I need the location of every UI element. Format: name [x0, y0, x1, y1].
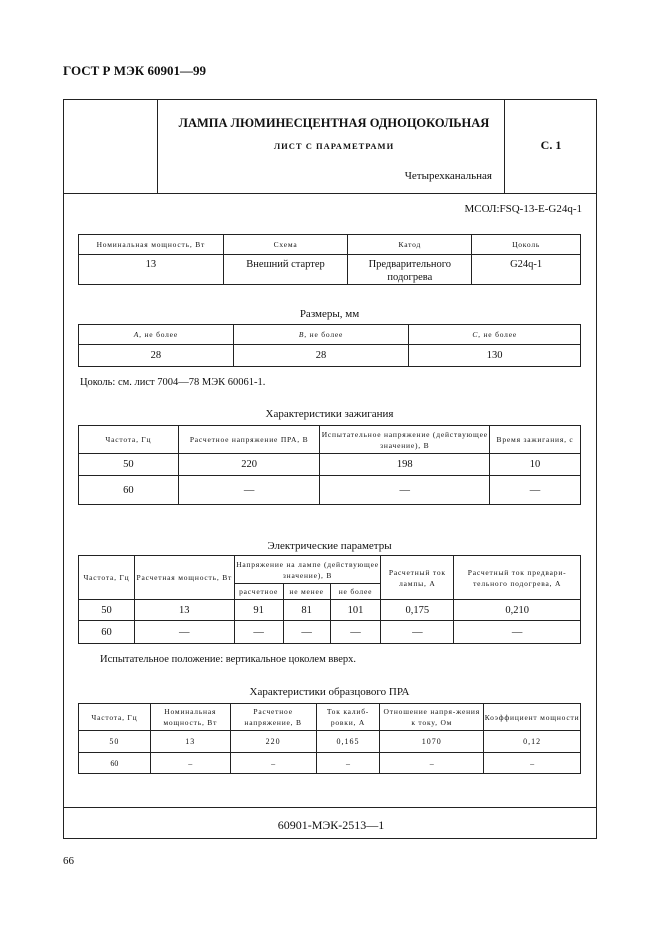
- cell: —: [454, 621, 581, 644]
- header-voltage-current-ratio: Отношение напря-жения к току, Ом: [380, 704, 484, 731]
- cell: 0,175: [381, 600, 454, 621]
- table-row: [79, 753, 581, 774]
- header-preheat-current: Расчетный ток предвари-тельного подогрева, А: [454, 556, 581, 600]
- cell: 1070: [380, 731, 484, 753]
- cell: 50: [79, 600, 135, 621]
- ignition-table: [78, 425, 581, 505]
- header-dim-a: A, не более: [79, 325, 234, 345]
- value-cap: G24q-1: [472, 255, 581, 285]
- cell: 0,12: [484, 731, 581, 753]
- sheet-subtitle: ЛИСТ С ПАРАМЕТРАМИ: [273, 141, 395, 151]
- cell: –: [380, 753, 484, 774]
- cell: –: [316, 753, 380, 774]
- header-dim-b: B, не более: [233, 325, 409, 345]
- header-voltage-min: не менее: [283, 584, 330, 600]
- header-calibration-current: Ток калиб-ровки, А: [316, 704, 380, 731]
- cell: 198: [320, 454, 490, 476]
- header-cathode: Катод: [348, 235, 472, 255]
- table-row: [79, 731, 581, 753]
- cell: —: [134, 621, 234, 644]
- cell: —: [234, 621, 283, 644]
- document-code: ГОСТ Р МЭК 60901—99: [63, 63, 206, 78]
- value-cathode: Предварительного подогрева: [348, 255, 472, 285]
- table-row: [79, 600, 581, 621]
- cell: 101: [330, 600, 381, 621]
- electrical-caption: Электрические параметры: [267, 540, 392, 552]
- header-dim-c: C, не более: [409, 325, 581, 345]
- cell: 60: [79, 621, 135, 644]
- cell: 0,210: [454, 600, 581, 621]
- header-nominal-power: Номинальная мощность, Вт: [79, 235, 224, 255]
- test-position-note: Испытательное положение: вертикальное цоколем вверх.: [100, 654, 356, 665]
- header-voltage-max: не более: [330, 584, 381, 600]
- lamp-title: ЛАМПА ЛЮМИНЕСЦЕНТНАЯ ОДНОЦОКОЛЬНАЯ: [178, 116, 490, 130]
- cell: 13: [134, 600, 234, 621]
- cell: 220: [178, 454, 320, 476]
- table-row: [79, 621, 581, 644]
- header-rated-voltage: Расчетное напряжение ПРА, В: [178, 426, 320, 454]
- cap-note: Цоколь: см. лист 7004—78 МЭК 60061-1.: [80, 377, 266, 388]
- value-dim-a: 28: [79, 345, 234, 367]
- dimensions-table: [78, 324, 581, 367]
- header-cap: Цоколь: [472, 235, 581, 255]
- dimensions-caption: Размеры, мм: [299, 308, 360, 320]
- cell: 220: [230, 731, 316, 753]
- header-rated-voltage: Расчетное напряжение, В: [230, 704, 316, 731]
- value-dim-b: 28: [233, 345, 409, 367]
- table-row: [79, 454, 581, 476]
- sheet-number: С. 1: [540, 138, 562, 152]
- footer-line: [64, 807, 596, 808]
- header-scheme: Схема: [223, 235, 348, 255]
- header-test-voltage: Испытательное напряжение (действующее значение), В: [320, 426, 490, 454]
- reference-ballast-caption: Характеристики образцового ПРА: [249, 686, 410, 698]
- cell: 10: [490, 454, 581, 476]
- cell: 13: [150, 731, 230, 753]
- cell: –: [230, 753, 316, 774]
- cell: —: [178, 476, 320, 505]
- lamp-type: Четырехканальная: [404, 170, 492, 182]
- cell: —: [381, 621, 454, 644]
- cell: —: [490, 476, 581, 505]
- header-power-factor: Коэффициент мощности: [484, 704, 581, 731]
- cell: 50: [79, 731, 151, 753]
- lamp-designation: МСОЛ:FSQ-13-E-G24q-1: [464, 203, 582, 215]
- reference-ballast-table: [78, 703, 581, 774]
- cell: —: [283, 621, 330, 644]
- cell: 0,165: [316, 731, 380, 753]
- cell: 81: [283, 600, 330, 621]
- footer-code: 60901-МЭК-2513—1: [277, 818, 385, 832]
- cell: 91: [234, 600, 283, 621]
- cell: –: [484, 753, 581, 774]
- value-nominal-power: 13: [79, 255, 224, 285]
- cell: 60: [79, 476, 179, 505]
- header-ignition-time: Время зажигания, с: [490, 426, 581, 454]
- cell: 50: [79, 454, 179, 476]
- table-row: [79, 476, 581, 505]
- cell: –: [150, 753, 230, 774]
- header-frequency: Частота, Гц: [79, 426, 179, 454]
- value-dim-c: 130: [409, 345, 581, 367]
- general-table: [78, 234, 581, 285]
- value-scheme: Внешний стартер: [223, 255, 348, 285]
- ignition-caption: Характеристики зажигания: [265, 408, 394, 420]
- header-lamp-voltage: Напряжение на лампе (действующее значение), В: [234, 556, 381, 584]
- header-voltage-rated: расчетное: [234, 584, 283, 600]
- page-number: 66: [63, 855, 74, 867]
- header-rated-power: Расчетная мощность, Вт: [134, 556, 234, 600]
- cell: —: [320, 476, 490, 505]
- header-frequency: Частота, Гц: [79, 556, 135, 600]
- cell: —: [330, 621, 381, 644]
- header-nominal-power: Номинальная мощность, Вт: [150, 704, 230, 731]
- header-frequency: Частота, Гц: [79, 704, 151, 731]
- header-lamp-current: Расчетный ток лампы, А: [381, 556, 454, 600]
- electrical-table: [78, 555, 581, 644]
- cell: 60: [79, 753, 151, 774]
- header-bottom-line: [64, 193, 596, 194]
